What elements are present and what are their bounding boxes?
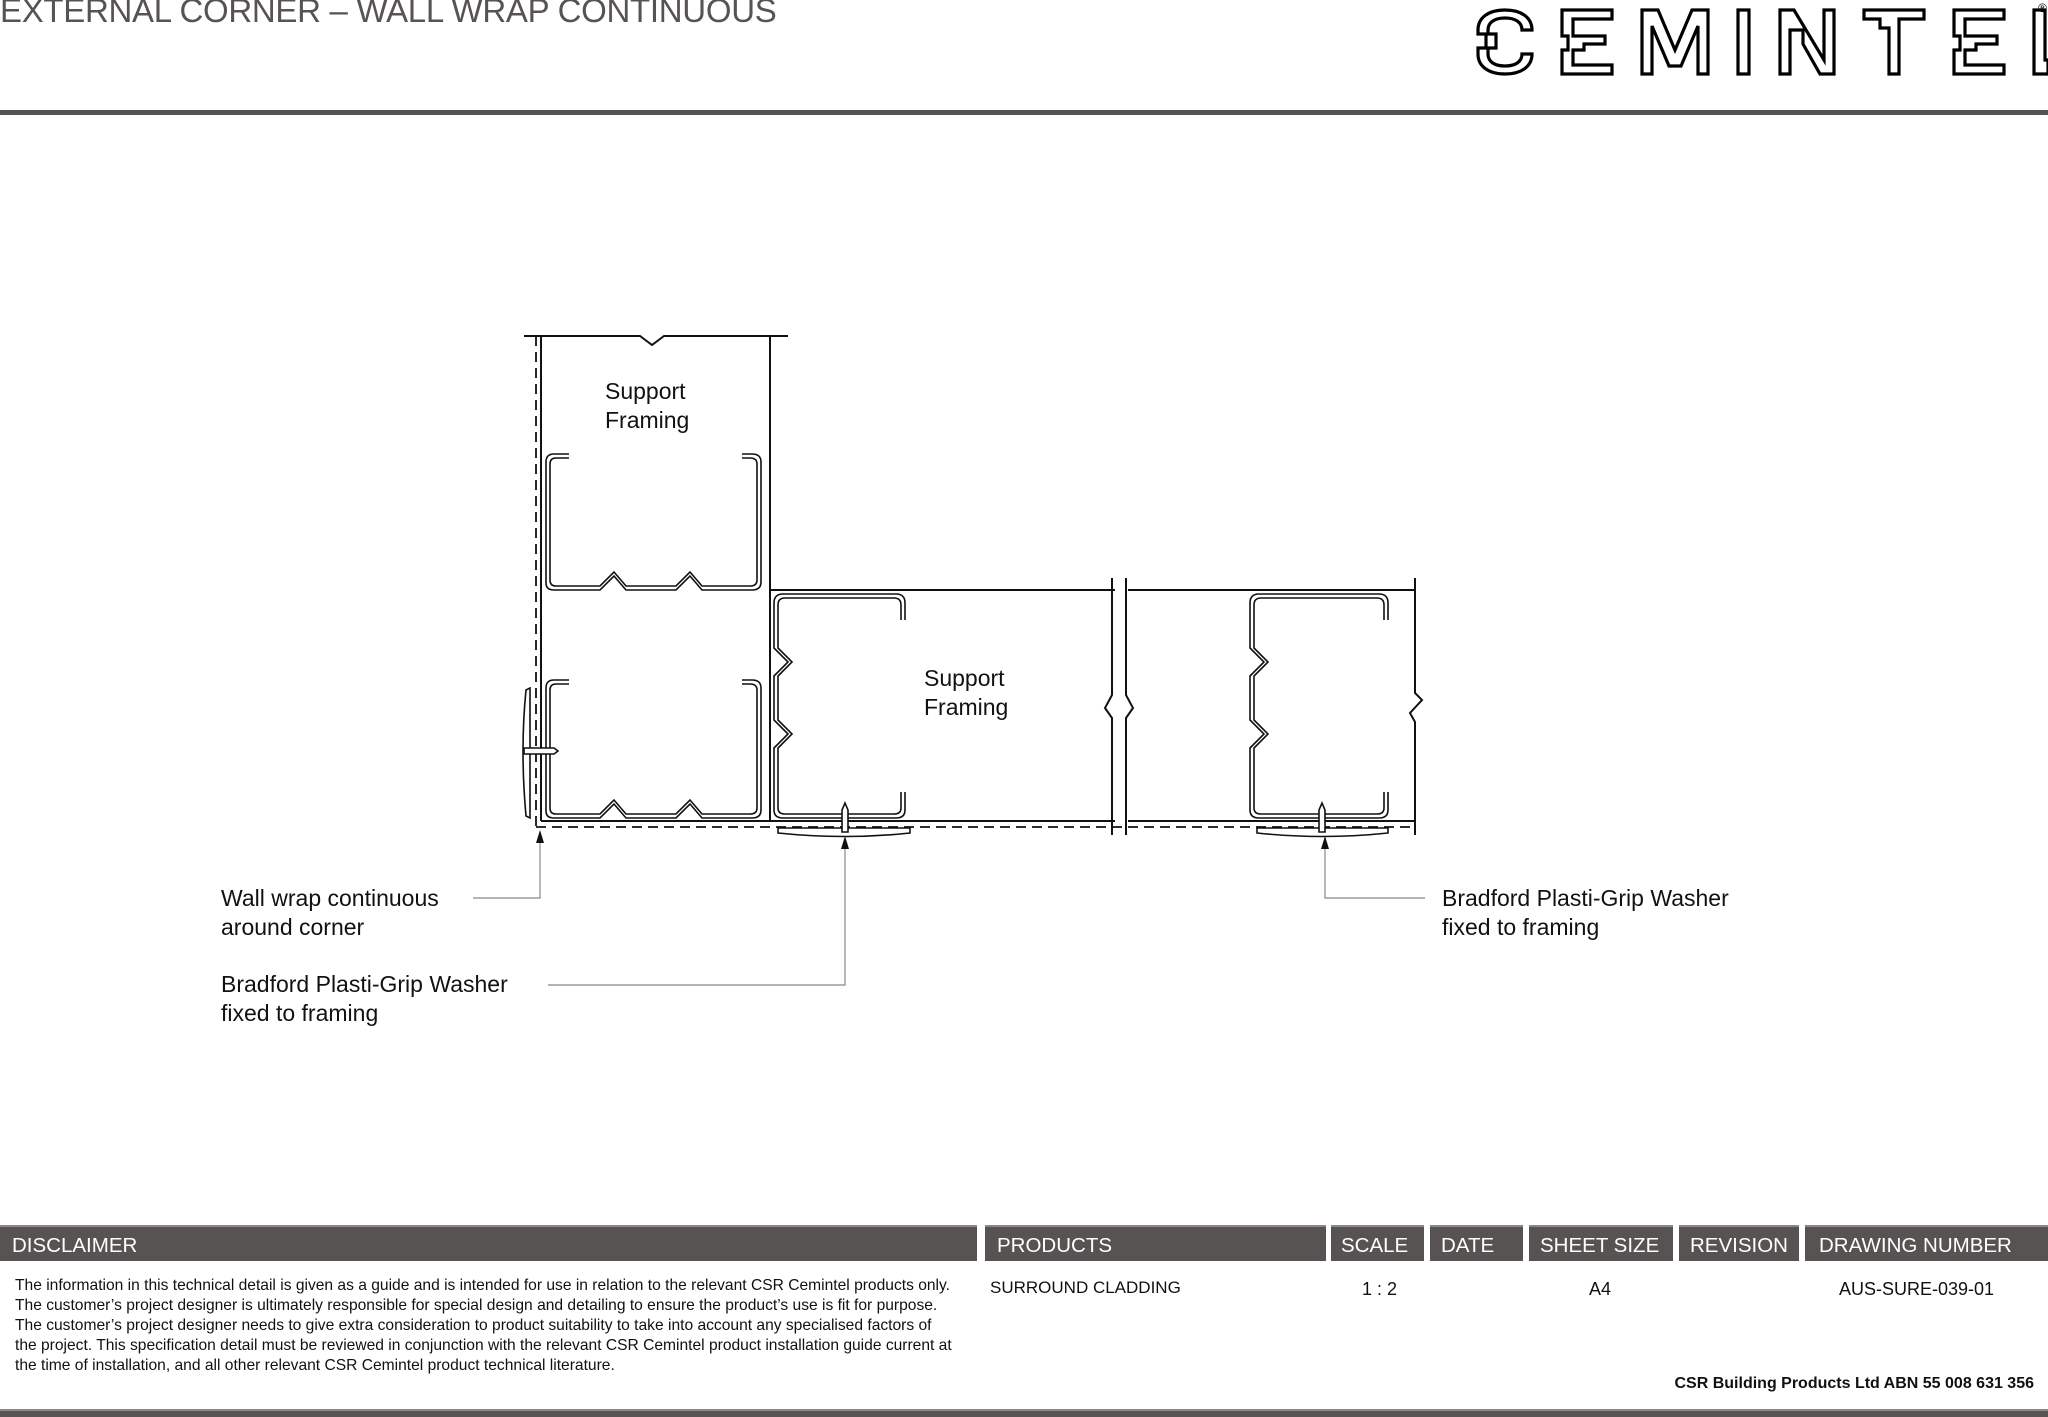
label-support-framing-right: Support Framing xyxy=(924,665,1009,720)
label-washer-left: Bradford Plasti-Grip Washer fixed to framing xyxy=(221,971,508,1026)
leader-washer-left xyxy=(548,842,845,985)
label-wall-wrap: Wall wrap continuous around corner xyxy=(221,885,439,940)
header-scale: SCALE xyxy=(1331,1225,1424,1261)
sheet-size-value: A4 xyxy=(1589,1279,1612,1299)
footer-rule xyxy=(0,1409,2048,1417)
break-line-right xyxy=(1126,578,1133,835)
technical-drawing xyxy=(0,115,2048,1215)
leader-wall-wrap xyxy=(473,838,540,898)
cemintel-logo xyxy=(1470,0,2048,85)
break-line-end xyxy=(1410,578,1422,835)
header-drawing-number: DRAWING NUMBER xyxy=(1805,1225,2048,1261)
leader-washer-right xyxy=(1325,842,1425,898)
registered-mark: ® xyxy=(2038,1,2047,15)
drawing-number-value: AUS-SURE-039-01 xyxy=(1839,1279,1995,1299)
break-line-left xyxy=(1105,578,1112,835)
label-washer-right: Bradford Plasti-Grip Washer fixed to framing xyxy=(1442,885,1729,940)
arrow-wall-wrap-icon xyxy=(536,830,544,843)
disclaimer-text: The information in this technical detail is given as a guide and is intended for use in relation to the relevant CSR Cemintel products only. The customer’s project designer is ultimately responsible for special design and detailing to ensure the product’s use is fit for purpose. The customer’s project designer needs to give extra consideration to product suitability to take into account any specialised factors of the project. This specification detail must be reviewed in conjunction with the relevant CSR Cemintel product installation guide current at the time of installation, and all other relevant CSR Cemintel product technical literature. xyxy=(15,1277,952,1374)
header-revision: REVISION xyxy=(1679,1225,1799,1261)
upper-framing-outline xyxy=(524,336,788,345)
company-abn: CSR Building Products Ltd ABN 55 008 631 356 xyxy=(1674,1375,2034,1392)
title-block xyxy=(0,1225,2048,1415)
products-value: SURROUND CLADDING xyxy=(990,1278,1181,1297)
header-sheet-size: SHEET SIZE xyxy=(1529,1225,1673,1261)
label-support-framing-top: Support Framing xyxy=(605,378,690,433)
header-date: DATE xyxy=(1430,1225,1523,1261)
drawing-title: EXTERNAL CORNER – WALL WRAP CONTINUOUS xyxy=(0,0,777,29)
scale-value: 1 : 2 xyxy=(1362,1279,1398,1299)
header-products: PRODUCTS xyxy=(985,1225,1326,1261)
arrow-washer-left-icon xyxy=(841,836,849,849)
arrow-washer-right-icon xyxy=(1321,836,1329,849)
header-disclaimer: DISCLAIMER xyxy=(0,1225,977,1261)
